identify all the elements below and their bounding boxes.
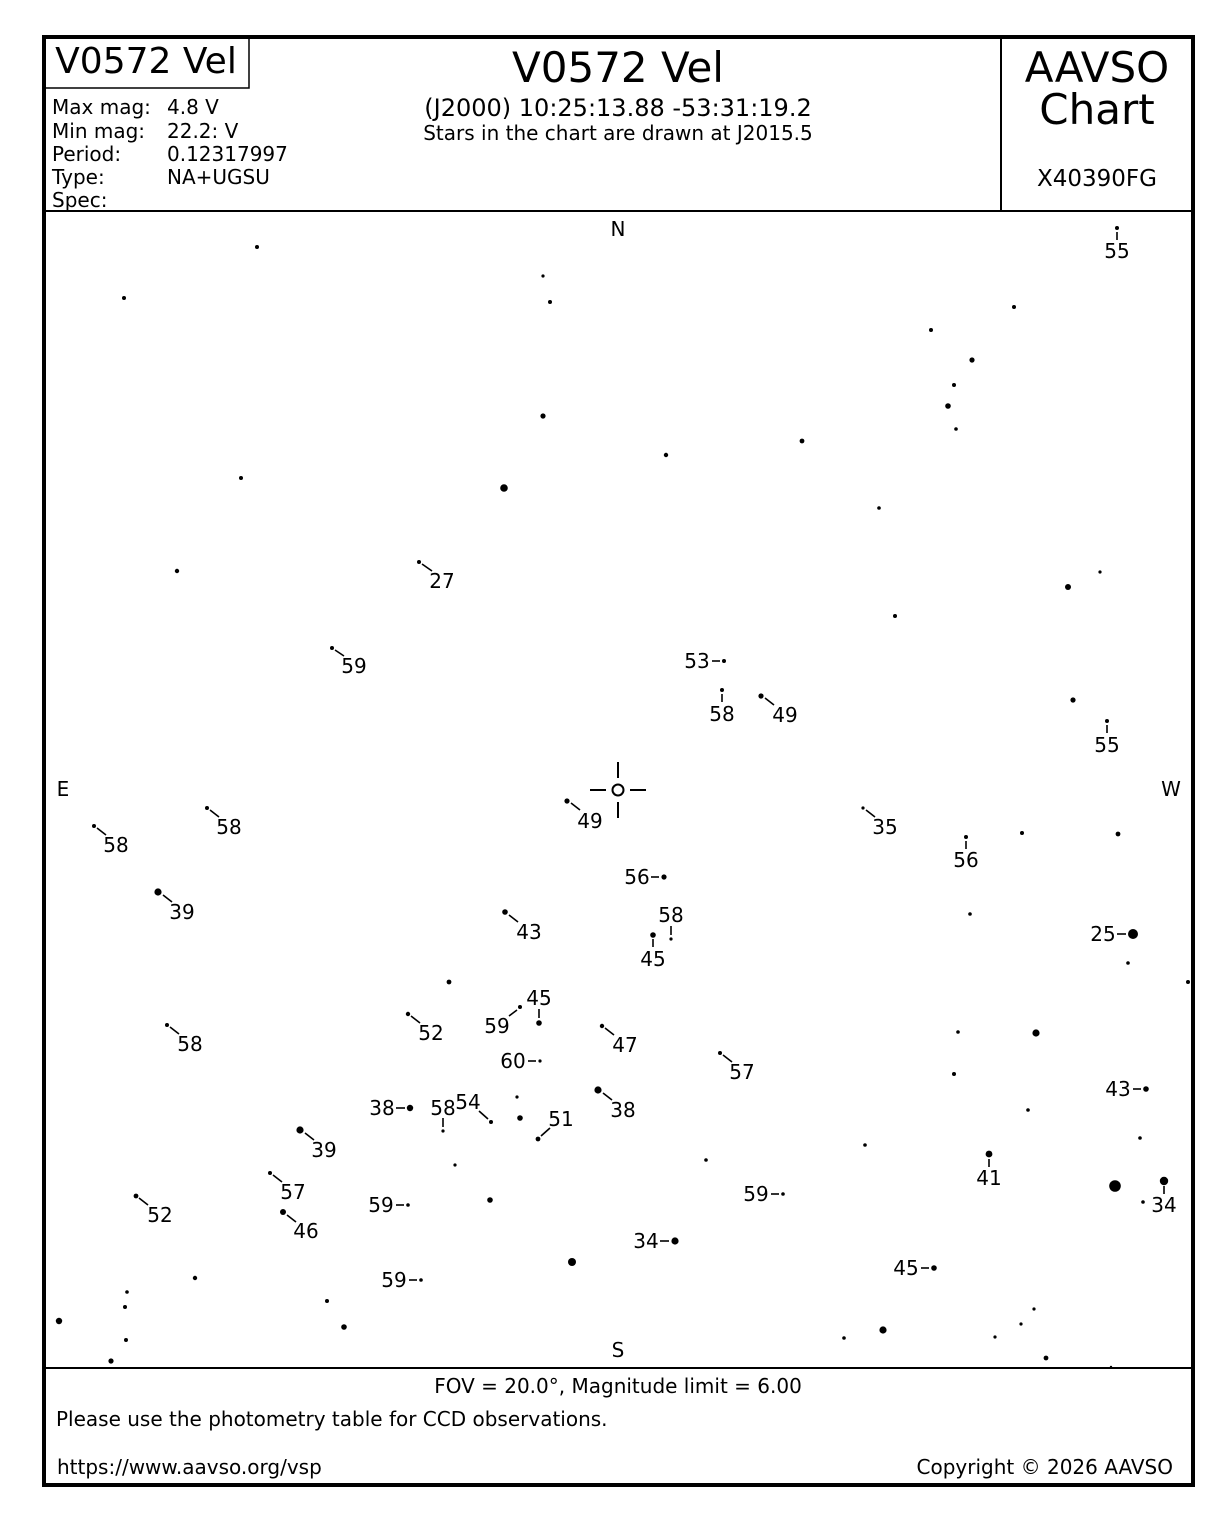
comparison-star: [296, 1126, 336, 1162]
field-star: [541, 274, 544, 277]
comparison-star: [455, 1090, 493, 1124]
comparison-star-label: 35: [872, 815, 898, 839]
comparison-star-label: 56: [953, 848, 979, 872]
field-star: [255, 245, 259, 249]
comparison-star-label: 52: [418, 1021, 444, 1045]
comparison-star: [758, 693, 797, 727]
comparison-star: [976, 1151, 1001, 1190]
field-star: [1019, 1322, 1022, 1325]
field-star: [239, 476, 243, 480]
comparison-star-label: 54: [455, 1090, 481, 1114]
field-star: [341, 1324, 347, 1330]
comparison-star: [633, 1229, 678, 1253]
comparison-star-label: 49: [577, 809, 603, 833]
comparison-star: [861, 806, 897, 839]
comparison-star: [368, 1193, 410, 1217]
field-star: [1032, 1029, 1039, 1036]
comparison-star-label: 53: [684, 649, 710, 673]
field-star: [108, 1358, 113, 1363]
comparison-star: [1104, 226, 1129, 263]
comparison-star: [1090, 922, 1138, 946]
compass-north: N: [610, 217, 626, 241]
comparison-star-label: 39: [311, 1138, 337, 1162]
comparison-star-label: 39: [169, 900, 195, 924]
field-star: [952, 1072, 956, 1076]
field-star: [1138, 1136, 1142, 1140]
field-star: [124, 1338, 128, 1342]
comparison-star: [381, 1268, 423, 1292]
comparison-star-label: 56: [624, 865, 650, 889]
comparison-star: [502, 909, 542, 944]
comparison-stars: [92, 226, 1177, 1292]
field-star: [447, 980, 452, 985]
max-mag-value: 4.8 V: [167, 95, 219, 119]
comparison-star-label: 45: [640, 947, 666, 971]
field-star: [945, 403, 951, 409]
comparison-star: [484, 1005, 522, 1038]
comparison-star-label: 34: [1151, 1193, 1177, 1217]
comparison-star-label: 60: [500, 1049, 526, 1073]
field-star: [540, 413, 545, 418]
comparison-star-label: 34: [633, 1229, 659, 1253]
period-label: Period:: [52, 142, 122, 166]
ccd-note: Please use the photometry table for CCD observations.: [56, 1407, 608, 1431]
comparison-star: [624, 865, 666, 889]
comparison-star-label: 59: [341, 654, 367, 678]
epoch-note: Stars in the chart are drawn at J2015.5: [423, 121, 813, 145]
field-star: [325, 1299, 329, 1303]
comparison-star: [564, 798, 602, 833]
spec-label: Spec:: [52, 188, 108, 212]
vsp-url[interactable]: https://www.aavso.org/vsp: [57, 1455, 322, 1479]
comparison-star: [92, 824, 129, 857]
max-mag-label: Max mag:: [52, 95, 151, 119]
field-star: [1110, 1366, 1112, 1368]
field-star: [1026, 1108, 1030, 1112]
field-star: [453, 1163, 456, 1166]
field-star: [515, 1095, 518, 1098]
field-star: [1032, 1307, 1035, 1310]
comparison-star-label: 38: [610, 1098, 636, 1122]
compass-south: S: [611, 1338, 625, 1362]
comparison-star-label: 55: [1104, 239, 1130, 263]
comparison-star-label: 45: [893, 1256, 919, 1280]
comparison-star: [134, 1194, 173, 1227]
type-label: Type:: [52, 165, 105, 189]
field-star: [1020, 831, 1024, 835]
field-star: [879, 1326, 886, 1333]
comparison-star: [268, 1171, 306, 1204]
field-star: [842, 1336, 846, 1340]
field-star: [487, 1197, 493, 1203]
comparison-star: [718, 1051, 755, 1084]
comparison-star: [430, 1096, 455, 1133]
field-star: [968, 912, 972, 916]
field-star: [952, 383, 956, 387]
comparison-star-label: 25: [1090, 922, 1116, 946]
comparison-star: [640, 932, 665, 971]
comparison-star: [709, 688, 734, 726]
field-star: [956, 1030, 960, 1034]
comparison-star: [893, 1256, 937, 1280]
field-star: [175, 569, 179, 573]
field-star: [1012, 305, 1016, 309]
field-star: [1065, 584, 1071, 590]
comparison-star: [280, 1209, 319, 1243]
comparison-star: [526, 986, 551, 1026]
field-star: [877, 506, 881, 510]
comparison-star-label: 57: [729, 1060, 755, 1084]
comparison-star: [330, 646, 367, 678]
field-star: [123, 1305, 127, 1309]
field-star: [664, 453, 668, 457]
field-star: [568, 1258, 576, 1266]
comparison-star: [369, 1096, 413, 1120]
comparison-star-label: 47: [612, 1033, 638, 1057]
coordinates: (J2000) 10:25:13.88 -53:31:19.2: [424, 94, 812, 122]
comparison-star-label: 58: [430, 1096, 456, 1120]
comparison-star: [165, 1023, 203, 1056]
chart-title: V0572 Vel: [512, 43, 724, 92]
field-star: [863, 1143, 867, 1147]
field-star: [56, 1318, 62, 1324]
comparison-star-label: 59: [484, 1014, 510, 1038]
comparison-star: [1094, 719, 1119, 757]
comparison-star: [743, 1182, 785, 1206]
field-star: [704, 1158, 708, 1162]
comparison-star-label: 58: [658, 903, 684, 927]
aavso-label: AAVSO: [1024, 43, 1170, 92]
comparison-star-label: 52: [147, 1203, 173, 1227]
field-star: [500, 484, 508, 492]
comparison-star-label: 59: [368, 1193, 394, 1217]
comparison-star-label: 45: [526, 986, 552, 1010]
chart-frame: [44, 37, 1193, 1485]
comparison-star-label: 49: [772, 703, 798, 727]
comparison-star-label: 58: [216, 815, 242, 839]
field-stars: [56, 245, 1190, 1368]
chart-id: X40390FG: [1037, 166, 1157, 192]
comparison-star-label: 59: [743, 1182, 769, 1206]
field-star: [1044, 1356, 1049, 1361]
comparison-star-label: 43: [516, 920, 542, 944]
field-star: [969, 357, 974, 362]
chart-label: Chart: [1039, 85, 1155, 134]
field-star: [1116, 832, 1121, 837]
field-star: [1126, 961, 1130, 965]
comparison-star: [500, 1049, 541, 1073]
comparison-star-label: 51: [548, 1107, 574, 1131]
comparison-star: [205, 806, 242, 839]
comparison-star: [953, 835, 978, 872]
field-star: [893, 614, 897, 618]
field-star: [993, 1335, 996, 1338]
field-star: [125, 1290, 129, 1294]
comparison-star: [536, 1107, 574, 1141]
field-star: [929, 328, 933, 332]
field-star: [548, 300, 552, 304]
field-star: [193, 1276, 197, 1280]
field-star: [1109, 1180, 1121, 1192]
field-star: [800, 439, 805, 444]
compass-east: E: [56, 777, 70, 801]
comparison-star-label: 59: [381, 1268, 407, 1292]
comparison-star: [600, 1024, 638, 1057]
field-star: [1098, 570, 1101, 573]
comparison-star: [1141, 1177, 1177, 1217]
comparison-star-label: 55: [1094, 733, 1120, 757]
compass-west: W: [1161, 777, 1181, 801]
comparison-star: [684, 649, 726, 673]
comparison-star-label: 41: [976, 1166, 1002, 1190]
field-star: [122, 296, 126, 300]
star-name: V0572 Vel: [55, 41, 237, 82]
comparison-star: [1105, 1077, 1149, 1101]
comparison-star-label: 58: [177, 1032, 203, 1056]
field-star: [1186, 980, 1190, 984]
comparison-star: [594, 1086, 635, 1122]
comparison-star-label: 58: [709, 702, 735, 726]
field-star: [1070, 697, 1075, 702]
comparison-star-label: 38: [369, 1096, 395, 1120]
comparison-star-label: 46: [293, 1219, 319, 1243]
type-value: NA+UGSU: [167, 165, 270, 189]
field-star: [954, 427, 958, 431]
comparison-star: [658, 903, 683, 941]
field-star: [517, 1115, 523, 1121]
comparison-star: [154, 888, 194, 924]
comparison-star-label: 58: [103, 833, 129, 857]
comparison-star-label: 57: [280, 1180, 306, 1204]
copyright: Copyright © 2026 AAVSO: [916, 1455, 1173, 1479]
comparison-star: [406, 1012, 444, 1045]
comparison-star-label: 27: [429, 569, 455, 593]
fov-note: FOV = 20.0°, Magnitude limit = 6.00: [434, 1374, 802, 1398]
comparison-star-label: 43: [1105, 1077, 1131, 1101]
min-mag-label: Min mag:: [52, 119, 146, 143]
min-mag-value: 22.2: V: [167, 119, 239, 143]
period-value: 0.12317997: [167, 142, 288, 166]
comparison-star: [417, 560, 455, 593]
